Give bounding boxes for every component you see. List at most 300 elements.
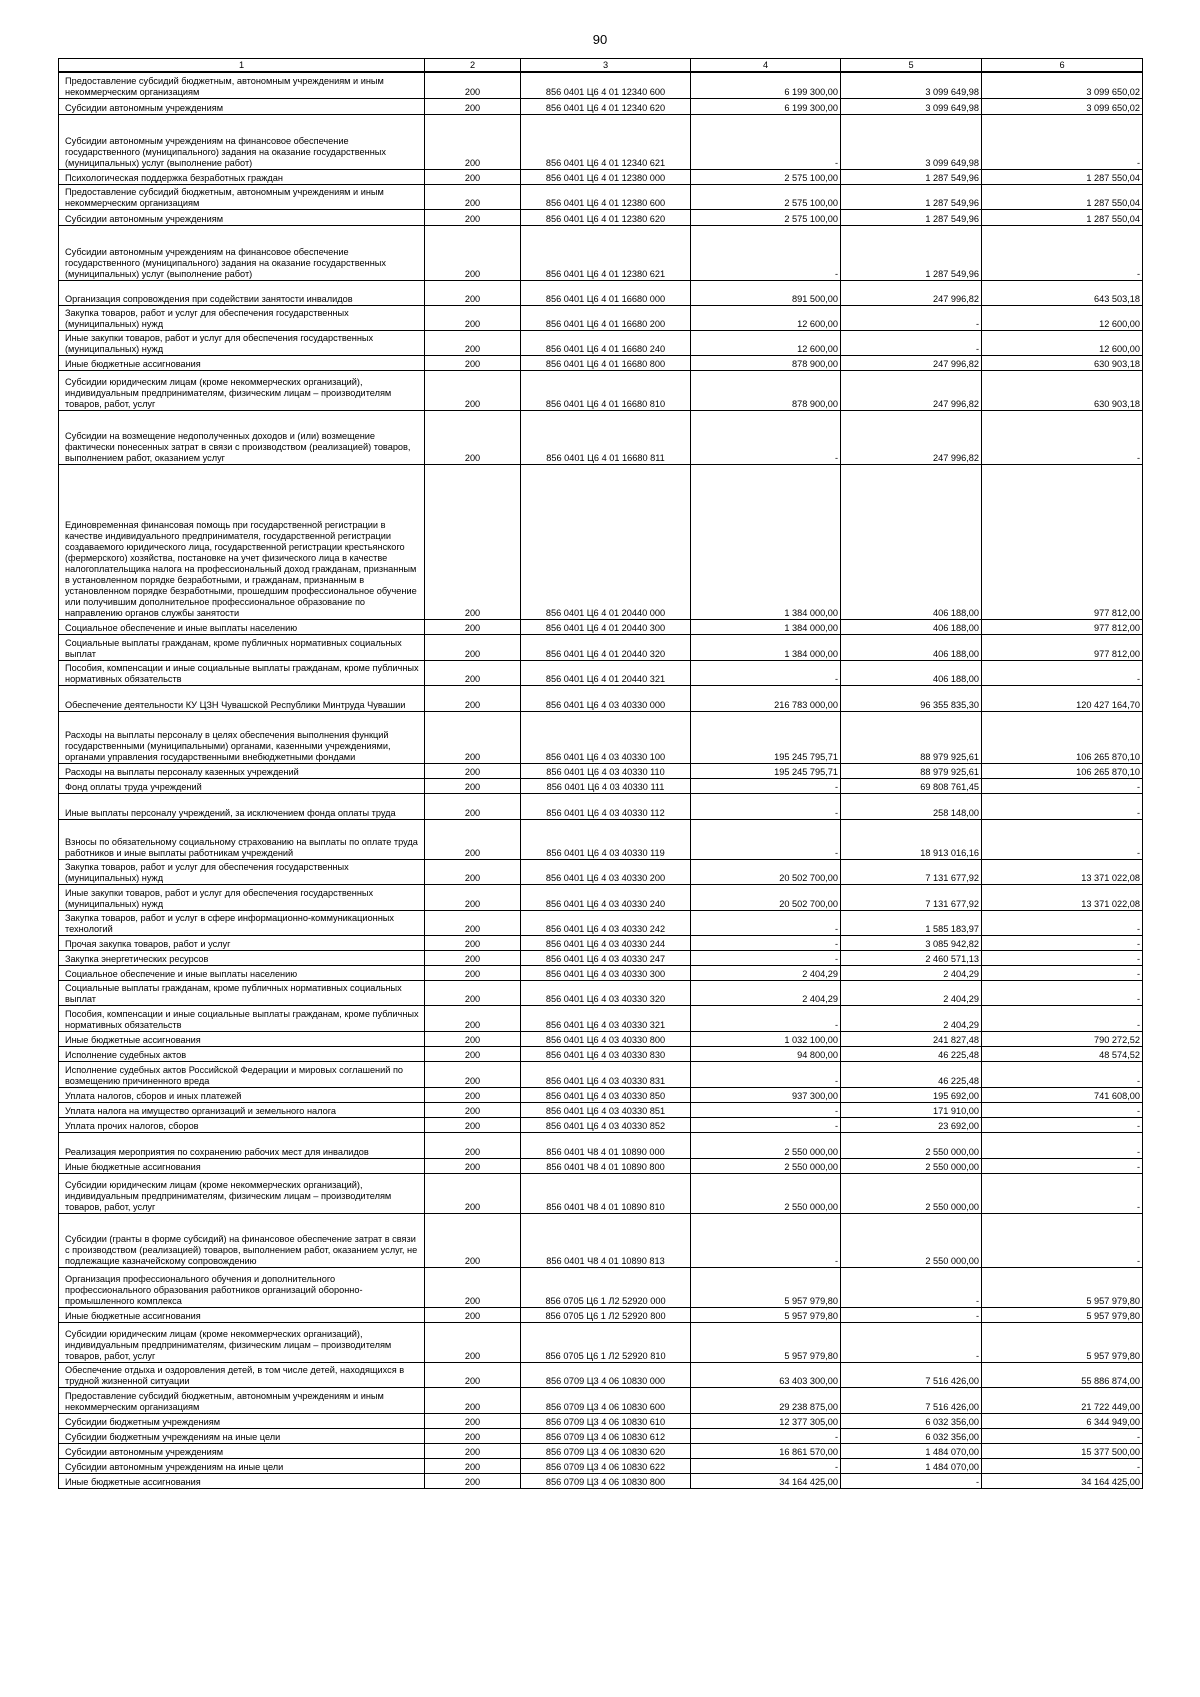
row-value5-cell: 406 188,00 bbox=[841, 660, 982, 685]
table-row bbox=[59, 1087, 1143, 1102]
table-row bbox=[59, 660, 1143, 685]
row-code-cell: 856 0401 Ц6 4 03 40330 852 bbox=[521, 1117, 691, 1132]
row-value6-cell: - bbox=[982, 819, 1143, 859]
row-value5-cell: 3 085 942,82 bbox=[841, 935, 982, 950]
row-value5-cell: 23 692,00 bbox=[841, 1117, 982, 1132]
row-value5-cell: 7 516 426,00 bbox=[841, 1362, 982, 1387]
row-value4-cell: 20 502 700,00 bbox=[691, 859, 841, 884]
row-value4-cell: 937 300,00 bbox=[691, 1087, 841, 1102]
row-column2-cell: 200 bbox=[425, 1031, 521, 1046]
row-code-cell: 856 0401 Ц6 4 03 40330 244 bbox=[521, 935, 691, 950]
row-value4-cell: - bbox=[691, 950, 841, 965]
column-header-2: 2 bbox=[425, 59, 521, 73]
row-value5-cell: 1 287 549,96 bbox=[841, 225, 982, 280]
row-name-cell: Закупка товаров, работ и услуг в сфере информационно-коммуникационных технологий bbox=[59, 910, 425, 935]
row-column2-cell: 200 bbox=[425, 1322, 521, 1362]
row-value6-cell: 21 722 449,00 bbox=[982, 1387, 1143, 1413]
row-code-cell: 856 0709 Ц3 4 06 10830 622 bbox=[521, 1458, 691, 1473]
row-value5-cell: 18 913 016,16 bbox=[841, 819, 982, 859]
row-value4-cell: - bbox=[691, 778, 841, 793]
row-value6-cell: 5 957 979,80 bbox=[982, 1322, 1143, 1362]
row-name-cell: Субсидии на возмещение недополученных доходов и (или) возмещение фактически понесенных затрат в связи с производством (реализацией) товаров, выполнением работ, оказанием услуг bbox=[59, 410, 425, 464]
row-value6-cell: - bbox=[982, 965, 1143, 980]
row-name-cell: Обеспечение отдыха и оздоровления детей, в том числе детей, находящихся в трудной жизненной ситуации bbox=[59, 1362, 425, 1387]
row-value4-cell: 12 600,00 bbox=[691, 330, 841, 355]
row-code-cell: 856 0401 Ц6 4 03 40330 851 bbox=[521, 1102, 691, 1117]
table-row bbox=[59, 884, 1143, 910]
row-value5-cell: 6 032 356,00 bbox=[841, 1413, 982, 1428]
row-column2-cell: 200 bbox=[425, 819, 521, 859]
row-value4-cell: 878 900,00 bbox=[691, 355, 841, 370]
row-name-cell: Организация сопровождения при содействии занятости инвалидов bbox=[59, 280, 425, 305]
row-column2-cell: 200 bbox=[425, 859, 521, 884]
row-column2-cell: 200 bbox=[425, 464, 521, 619]
row-value5-cell: 2 404,29 bbox=[841, 1005, 982, 1031]
row-column2-cell: 200 bbox=[425, 1005, 521, 1031]
row-value5-cell: 247 996,82 bbox=[841, 355, 982, 370]
row-value5-cell: 247 996,82 bbox=[841, 370, 982, 410]
table-row bbox=[59, 619, 1143, 634]
row-value4-cell: 216 783 000,00 bbox=[691, 685, 841, 711]
row-code-cell: 856 0401 Ц6 4 03 40330 100 bbox=[521, 711, 691, 763]
row-value4-cell: 5 957 979,80 bbox=[691, 1267, 841, 1307]
row-value5-cell: 69 808 761,45 bbox=[841, 778, 982, 793]
row-name-cell: Взносы по обязательному социальному страхованию на выплаты по оплате труда работников и иные выплаты работникам учреждений bbox=[59, 819, 425, 859]
row-name-cell: Прочая закупка товаров, работ и услуг bbox=[59, 935, 425, 950]
column-header-5: 5 bbox=[841, 59, 982, 73]
row-column2-cell: 200 bbox=[425, 280, 521, 305]
row-name-cell: Иные бюджетные ассигнования bbox=[59, 1473, 425, 1488]
row-value4-cell: 94 800,00 bbox=[691, 1046, 841, 1061]
row-value4-cell: 34 164 425,00 bbox=[691, 1473, 841, 1488]
row-name-cell: Субсидии автономным учреждениям bbox=[59, 98, 425, 114]
row-value6-cell: 48 574,52 bbox=[982, 1046, 1143, 1061]
row-value4-cell: 1 032 100,00 bbox=[691, 1031, 841, 1046]
row-column2-cell: 200 bbox=[425, 1458, 521, 1473]
row-value6-cell: - bbox=[982, 910, 1143, 935]
row-value4-cell: - bbox=[691, 793, 841, 819]
row-name-cell: Закупка товаров, работ и услуг для обеспечения государственных (муниципальных) нужд bbox=[59, 859, 425, 884]
table-row bbox=[59, 184, 1143, 209]
row-value5-cell: 241 827,48 bbox=[841, 1031, 982, 1046]
row-value5-cell: 406 188,00 bbox=[841, 464, 982, 619]
row-column2-cell: 200 bbox=[425, 884, 521, 910]
row-column2-cell: 200 bbox=[425, 1132, 521, 1158]
row-value6-cell: - bbox=[982, 410, 1143, 464]
row-value4-cell: 2 575 100,00 bbox=[691, 184, 841, 209]
row-name-cell: Реализация мероприятия по сохранению рабочих мест для инвалидов bbox=[59, 1132, 425, 1158]
table-row bbox=[59, 711, 1143, 763]
table-row bbox=[59, 1387, 1143, 1413]
row-value4-cell: 2 575 100,00 bbox=[691, 209, 841, 225]
row-value4-cell: - bbox=[691, 410, 841, 464]
row-value4-cell: 12 600,00 bbox=[691, 305, 841, 330]
row-value4-cell: 5 957 979,80 bbox=[691, 1307, 841, 1322]
table-row bbox=[59, 935, 1143, 950]
row-value6-cell: 15 377 500,00 bbox=[982, 1443, 1143, 1458]
row-column2-cell: 200 bbox=[425, 950, 521, 965]
row-column2-cell: 200 bbox=[425, 114, 521, 169]
row-value6-cell: - bbox=[982, 1173, 1143, 1213]
row-value5-cell: 3 099 649,98 bbox=[841, 114, 982, 169]
row-column2-cell: 200 bbox=[425, 980, 521, 1005]
row-name-cell: Субсидии автономным учреждениям bbox=[59, 209, 425, 225]
row-code-cell: 856 0401 Ц6 4 01 12380 621 bbox=[521, 225, 691, 280]
row-column2-cell: 200 bbox=[425, 935, 521, 950]
row-value4-cell: 12 377 305,00 bbox=[691, 1413, 841, 1428]
row-name-cell: Закупка товаров, работ и услуг для обеспечения государственных (муниципальных) нужд bbox=[59, 305, 425, 330]
table-header-row bbox=[59, 59, 1143, 73]
row-name-cell: Иные бюджетные ассигнования bbox=[59, 1307, 425, 1322]
row-code-cell: 856 0401 Ц6 4 01 12340 600 bbox=[521, 72, 691, 98]
row-name-cell: Расходы на выплаты персоналу в целях обеспечения выполнения функций государственными (муниципальными) органами, казенными учреждениями, органами управления государственными внебюджетными фондами bbox=[59, 711, 425, 763]
row-name-cell: Субсидии автономным учреждениям на финансовое обеспечение государственного (муниципального) задания на оказание государственных (муниципальных) услуг (выполнение работ) bbox=[59, 114, 425, 169]
row-name-cell: Субсидии (гранты в форме субсидий) на финансовое обеспечение затрат в связи с производством (реализацией) товаров, выполнением работ, оказанием услуг, не подлежащие казначейскому сопровождению bbox=[59, 1213, 425, 1267]
table-row bbox=[59, 1428, 1143, 1443]
table-row bbox=[59, 1443, 1143, 1458]
row-value4-cell: 16 861 570,00 bbox=[691, 1443, 841, 1458]
row-value5-cell: 406 188,00 bbox=[841, 619, 982, 634]
row-name-cell: Субсидии бюджетным учреждениям на иные цели bbox=[59, 1428, 425, 1443]
row-name-cell: Предоставление субсидий бюджетным, автономным учреждениям и иным некоммерческим организациям bbox=[59, 1387, 425, 1413]
row-name-cell: Уплата налога на имущество организаций и земельного налога bbox=[59, 1102, 425, 1117]
table-row bbox=[59, 778, 1143, 793]
row-value6-cell: - bbox=[982, 1213, 1143, 1267]
row-name-cell: Иные бюджетные ассигнования bbox=[59, 355, 425, 370]
row-name-cell: Субсидии автономным учреждениям bbox=[59, 1443, 425, 1458]
row-value4-cell: - bbox=[691, 819, 841, 859]
row-value6-cell: 120 427 164,70 bbox=[982, 685, 1143, 711]
column-header-3: 3 bbox=[521, 59, 691, 73]
row-value5-cell: 2 404,29 bbox=[841, 980, 982, 1005]
row-value6-cell: 6 344 949,00 bbox=[982, 1413, 1143, 1428]
row-code-cell: 856 0705 Ц6 1 Л2 52920 800 bbox=[521, 1307, 691, 1322]
table-row bbox=[59, 280, 1143, 305]
row-value6-cell: 5 957 979,80 bbox=[982, 1267, 1143, 1307]
row-code-cell: 856 0401 Ц6 4 01 16680 200 bbox=[521, 305, 691, 330]
row-value4-cell: - bbox=[691, 114, 841, 169]
table-row bbox=[59, 370, 1143, 410]
row-column2-cell: 200 bbox=[425, 305, 521, 330]
row-code-cell: 856 0401 Ц6 4 03 40330 830 bbox=[521, 1046, 691, 1061]
table-row bbox=[59, 965, 1143, 980]
row-value6-cell: - bbox=[982, 1458, 1143, 1473]
table-row bbox=[59, 763, 1143, 778]
row-value6-cell: 106 265 870,10 bbox=[982, 763, 1143, 778]
row-value4-cell: 2 550 000,00 bbox=[691, 1158, 841, 1173]
row-name-cell: Иные бюджетные ассигнования bbox=[59, 1031, 425, 1046]
table-row bbox=[59, 1307, 1143, 1322]
row-value4-cell: - bbox=[691, 1213, 841, 1267]
table-row bbox=[59, 72, 1143, 98]
table-row bbox=[59, 1031, 1143, 1046]
row-name-cell: Обеспечение деятельности КУ ЦЗН Чувашской Республики Минтруда Чувашии bbox=[59, 685, 425, 711]
row-code-cell: 856 0401 Ц6 4 03 40330 242 bbox=[521, 910, 691, 935]
row-column2-cell: 200 bbox=[425, 1046, 521, 1061]
table-row bbox=[59, 114, 1143, 169]
row-name-cell: Психологическая поддержка безработных граждан bbox=[59, 169, 425, 184]
row-column2-cell: 200 bbox=[425, 209, 521, 225]
table-row bbox=[59, 819, 1143, 859]
row-code-cell: 856 0401 Ц6 4 01 12380 000 bbox=[521, 169, 691, 184]
row-code-cell: 856 0709 Ц3 4 06 10830 600 bbox=[521, 1387, 691, 1413]
row-value5-cell: 1 484 070,00 bbox=[841, 1443, 982, 1458]
row-value6-cell: - bbox=[982, 980, 1143, 1005]
row-value6-cell: 12 600,00 bbox=[982, 305, 1143, 330]
row-name-cell: Фонд оплаты труда учреждений bbox=[59, 778, 425, 793]
row-column2-cell: 200 bbox=[425, 1307, 521, 1322]
row-code-cell: 856 0401 Ц6 4 01 16680 811 bbox=[521, 410, 691, 464]
table-row bbox=[59, 1267, 1143, 1307]
row-code-cell: 856 0401 Ц6 4 03 40330 247 bbox=[521, 950, 691, 965]
row-code-cell: 856 0401 Ц6 4 01 16680 800 bbox=[521, 355, 691, 370]
row-column2-cell: 200 bbox=[425, 1362, 521, 1387]
row-column2-cell: 200 bbox=[425, 184, 521, 209]
row-name-cell: Пособия, компенсации и иные социальные выплаты гражданам, кроме публичных нормативных обязательств bbox=[59, 1005, 425, 1031]
row-column2-cell: 200 bbox=[425, 1443, 521, 1458]
row-value5-cell: - bbox=[841, 1307, 982, 1322]
column-header-6: 6 bbox=[982, 59, 1143, 73]
row-value6-cell: - bbox=[982, 935, 1143, 950]
row-value5-cell: 195 692,00 bbox=[841, 1087, 982, 1102]
row-name-cell: Иные бюджетные ассигнования bbox=[59, 1158, 425, 1173]
row-value6-cell: - bbox=[982, 660, 1143, 685]
row-value4-cell: 5 957 979,80 bbox=[691, 1322, 841, 1362]
row-name-cell: Субсидии автономным учреждениям на иные цели bbox=[59, 1458, 425, 1473]
row-value5-cell: 3 099 649,98 bbox=[841, 98, 982, 114]
row-value6-cell: - bbox=[982, 1061, 1143, 1087]
row-value6-cell: 55 886 874,00 bbox=[982, 1362, 1143, 1387]
row-code-cell: 856 0401 Ц6 4 03 40330 240 bbox=[521, 884, 691, 910]
row-code-cell: 856 0709 Ц3 4 06 10830 000 bbox=[521, 1362, 691, 1387]
row-column2-cell: 200 bbox=[425, 1473, 521, 1488]
row-value5-cell: 7 516 426,00 bbox=[841, 1387, 982, 1413]
row-value5-cell: 1 287 549,96 bbox=[841, 169, 982, 184]
row-value4-cell: - bbox=[691, 1102, 841, 1117]
row-column2-cell: 200 bbox=[425, 1061, 521, 1087]
row-name-cell: Субсидии бюджетным учреждениям bbox=[59, 1413, 425, 1428]
row-code-cell: 856 0401 Ц6 4 01 12340 621 bbox=[521, 114, 691, 169]
table-row bbox=[59, 1362, 1143, 1387]
row-value4-cell: 2 404,29 bbox=[691, 965, 841, 980]
table-row bbox=[59, 910, 1143, 935]
table-row bbox=[59, 355, 1143, 370]
row-value5-cell: 88 979 925,61 bbox=[841, 711, 982, 763]
row-value4-cell: 6 199 300,00 bbox=[691, 98, 841, 114]
row-column2-cell: 200 bbox=[425, 225, 521, 280]
row-code-cell: 856 0401 Ц6 4 01 12380 620 bbox=[521, 209, 691, 225]
row-column2-cell: 200 bbox=[425, 793, 521, 819]
row-name-cell: Иные закупки товаров, работ и услуг для обеспечения государственных (муниципальных) нужд bbox=[59, 884, 425, 910]
row-value4-cell: - bbox=[691, 910, 841, 935]
row-value6-cell: 630 903,18 bbox=[982, 355, 1143, 370]
row-value4-cell: 2 550 000,00 bbox=[691, 1173, 841, 1213]
row-name-cell: Субсидии юридическим лицам (кроме некоммерческих организаций), индивидуальным предпринимателям, физическим лицам – производителям товаров, работ, услуг bbox=[59, 1322, 425, 1362]
row-code-cell: 856 0401 Ц6 4 01 20440 321 bbox=[521, 660, 691, 685]
row-column2-cell: 200 bbox=[425, 410, 521, 464]
row-code-cell: 856 0705 Ц6 1 Л2 52920 810 bbox=[521, 1322, 691, 1362]
row-column2-cell: 200 bbox=[425, 370, 521, 410]
row-value6-cell: - bbox=[982, 1428, 1143, 1443]
row-code-cell: 856 0401 Ц6 4 01 16680 000 bbox=[521, 280, 691, 305]
table-row bbox=[59, 1213, 1143, 1267]
row-name-cell: Иные выплаты персоналу учреждений, за исключением фонда оплаты труда bbox=[59, 793, 425, 819]
row-name-cell: Предоставление субсидий бюджетным, автономным учреждениям и иным некоммерческим организациям bbox=[59, 184, 425, 209]
row-value5-cell: 2 550 000,00 bbox=[841, 1173, 982, 1213]
row-value5-cell: - bbox=[841, 305, 982, 330]
table-row bbox=[59, 169, 1143, 184]
row-code-cell: 856 0401 Ц6 4 03 40330 320 bbox=[521, 980, 691, 1005]
row-code-cell: 856 0401 Ц6 4 03 40330 110 bbox=[521, 763, 691, 778]
row-name-cell: Социальное обеспечение и иные выплаты населению bbox=[59, 965, 425, 980]
row-value6-cell: - bbox=[982, 950, 1143, 965]
row-code-cell: 856 0401 Ц6 4 01 20440 320 bbox=[521, 634, 691, 660]
table-row bbox=[59, 980, 1143, 1005]
row-value4-cell: 1 384 000,00 bbox=[691, 634, 841, 660]
row-value5-cell: 46 225,48 bbox=[841, 1046, 982, 1061]
row-value4-cell: 1 384 000,00 bbox=[691, 464, 841, 619]
row-name-cell: Закупка энергетических ресурсов bbox=[59, 950, 425, 965]
table-row bbox=[59, 1117, 1143, 1132]
table-row bbox=[59, 1005, 1143, 1031]
row-code-cell: 856 0401 Ц6 4 03 40330 119 bbox=[521, 819, 691, 859]
row-value4-cell: 1 384 000,00 bbox=[691, 619, 841, 634]
row-value6-cell: 106 265 870,10 bbox=[982, 711, 1143, 763]
row-value6-cell: 741 608,00 bbox=[982, 1087, 1143, 1102]
row-column2-cell: 200 bbox=[425, 330, 521, 355]
table-row bbox=[59, 793, 1143, 819]
row-code-cell: 856 0401 Ц6 4 03 40330 321 bbox=[521, 1005, 691, 1031]
table-row bbox=[59, 305, 1143, 330]
row-value4-cell: 195 245 795,71 bbox=[691, 711, 841, 763]
row-value4-cell: 2 404,29 bbox=[691, 980, 841, 1005]
table-row bbox=[59, 98, 1143, 114]
row-code-cell: 856 0401 Ц6 4 03 40330 800 bbox=[521, 1031, 691, 1046]
row-value5-cell: 1 585 183,97 bbox=[841, 910, 982, 935]
row-value5-cell: - bbox=[841, 330, 982, 355]
row-code-cell: 856 0709 Ц3 4 06 10830 612 bbox=[521, 1428, 691, 1443]
table-row bbox=[59, 464, 1143, 619]
row-code-cell: 856 0705 Ц6 1 Л2 52920 000 bbox=[521, 1267, 691, 1307]
row-value4-cell: - bbox=[691, 1428, 841, 1443]
row-value5-cell: 3 099 649,98 bbox=[841, 72, 982, 98]
row-value6-cell: - bbox=[982, 1132, 1143, 1158]
row-name-cell: Предоставление субсидий бюджетным, автономным учреждениям и иным некоммерческим организациям bbox=[59, 72, 425, 98]
row-name-cell: Социальные выплаты гражданам, кроме публичных нормативных социальных выплат bbox=[59, 980, 425, 1005]
row-value6-cell: 34 164 425,00 bbox=[982, 1473, 1143, 1488]
row-value4-cell: - bbox=[691, 1458, 841, 1473]
row-column2-cell: 200 bbox=[425, 619, 521, 634]
row-name-cell: Социальные выплаты гражданам, кроме публичных нормативных социальных выплат bbox=[59, 634, 425, 660]
row-code-cell: 856 0401 Ц6 4 01 12380 600 bbox=[521, 184, 691, 209]
table-row bbox=[59, 1061, 1143, 1087]
row-value4-cell: 20 502 700,00 bbox=[691, 884, 841, 910]
row-value6-cell: 977 812,00 bbox=[982, 634, 1143, 660]
row-name-cell: Субсидии юридическим лицам (кроме некоммерческих организаций), индивидуальным предпринимателям, физическим лицам – производителям товаров, работ, услуг bbox=[59, 1173, 425, 1213]
column-header-1: 1 bbox=[59, 59, 425, 73]
row-column2-cell: 200 bbox=[425, 910, 521, 935]
row-column2-cell: 200 bbox=[425, 1117, 521, 1132]
row-value5-cell: 7 131 677,92 bbox=[841, 859, 982, 884]
row-code-cell: 856 0401 Ц6 4 01 16680 810 bbox=[521, 370, 691, 410]
budget-execution-table bbox=[58, 58, 1143, 1489]
row-code-cell: 856 0401 Ц6 4 01 16680 240 bbox=[521, 330, 691, 355]
table-row bbox=[59, 1458, 1143, 1473]
row-name-cell: Пособия, компенсации и иные социальные выплаты гражданам, кроме публичных нормативных обязательств bbox=[59, 660, 425, 685]
row-code-cell: 856 0401 Ц6 4 03 40330 112 bbox=[521, 793, 691, 819]
row-column2-cell: 200 bbox=[425, 660, 521, 685]
row-code-cell: 856 0401 Ц6 4 01 20440 300 bbox=[521, 619, 691, 634]
row-code-cell: 856 0401 Ч8 4 01 10890 810 bbox=[521, 1173, 691, 1213]
row-value5-cell: 1 287 549,96 bbox=[841, 209, 982, 225]
row-column2-cell: 200 bbox=[425, 1158, 521, 1173]
row-value5-cell: 2 550 000,00 bbox=[841, 1132, 982, 1158]
row-code-cell: 856 0709 Ц3 4 06 10830 620 bbox=[521, 1443, 691, 1458]
row-value5-cell: 46 225,48 bbox=[841, 1061, 982, 1087]
row-code-cell: 856 0401 Ц6 4 01 12340 620 bbox=[521, 98, 691, 114]
row-value6-cell: 1 287 550,04 bbox=[982, 169, 1143, 184]
row-code-cell: 856 0401 Ч8 4 01 10890 813 bbox=[521, 1213, 691, 1267]
table-row bbox=[59, 1173, 1143, 1213]
row-column2-cell: 200 bbox=[425, 1087, 521, 1102]
row-name-cell: Исполнение судебных актов bbox=[59, 1046, 425, 1061]
row-value4-cell: - bbox=[691, 1005, 841, 1031]
row-code-cell: 856 0401 Ц6 4 03 40330 831 bbox=[521, 1061, 691, 1087]
column-header-4: 4 bbox=[691, 59, 841, 73]
row-column2-cell: 200 bbox=[425, 1267, 521, 1307]
table-row bbox=[59, 1102, 1143, 1117]
row-value4-cell: - bbox=[691, 1117, 841, 1132]
row-value6-cell: 977 812,00 bbox=[982, 464, 1143, 619]
row-value6-cell: 1 287 550,04 bbox=[982, 184, 1143, 209]
row-value5-cell: 406 188,00 bbox=[841, 634, 982, 660]
row-value5-cell: 96 355 835,30 bbox=[841, 685, 982, 711]
table-row bbox=[59, 1322, 1143, 1362]
row-name-cell: Расходы на выплаты персоналу казенных учреждений bbox=[59, 763, 425, 778]
row-value6-cell: 3 099 650,02 bbox=[982, 72, 1143, 98]
row-name-cell: Исполнение судебных актов Российской Федерации и мировых соглашений по возмещению причиненного вреда bbox=[59, 1061, 425, 1087]
table-row bbox=[59, 1413, 1143, 1428]
row-value5-cell: 247 996,82 bbox=[841, 280, 982, 305]
row-column2-cell: 200 bbox=[425, 965, 521, 980]
row-value6-cell: - bbox=[982, 1005, 1143, 1031]
row-value6-cell: - bbox=[982, 1102, 1143, 1117]
row-column2-cell: 200 bbox=[425, 634, 521, 660]
row-value5-cell: 88 979 925,61 bbox=[841, 763, 982, 778]
row-value5-cell: 7 131 677,92 bbox=[841, 884, 982, 910]
row-code-cell: 856 0401 Ч8 4 01 10890 000 bbox=[521, 1132, 691, 1158]
row-code-cell: 856 0709 Ц3 4 06 10830 610 bbox=[521, 1413, 691, 1428]
row-value5-cell: 258 148,00 bbox=[841, 793, 982, 819]
row-column2-cell: 200 bbox=[425, 1413, 521, 1428]
row-value4-cell: - bbox=[691, 935, 841, 950]
row-code-cell: 856 0401 Ц6 4 01 20440 000 bbox=[521, 464, 691, 619]
row-value6-cell: 1 287 550,04 bbox=[982, 209, 1143, 225]
row-value6-cell: 977 812,00 bbox=[982, 619, 1143, 634]
table-row bbox=[59, 634, 1143, 660]
row-value4-cell: 2 575 100,00 bbox=[691, 169, 841, 184]
row-value4-cell: - bbox=[691, 1061, 841, 1087]
row-column2-cell: 200 bbox=[425, 72, 521, 98]
row-value5-cell: - bbox=[841, 1322, 982, 1362]
row-value4-cell: 63 403 300,00 bbox=[691, 1362, 841, 1387]
table-row bbox=[59, 1473, 1143, 1488]
row-value4-cell: - bbox=[691, 660, 841, 685]
row-name-cell: Единовременная финансовая помощь при государственной регистрации в качестве индивидуального предпринимателя, государственной регистрации создаваемого юридического лица, государственной регистрации крестьянского (фермерского) хозяйства, постановке на учет физического лица в качестве налогоплательщика налога на профессиональный доход гражданам, признанным в установленном порядке безработными, и гражданам, признанным в установленном порядке безработными, прошедшим профессиональное обучение или получившим дополнительное профессиональное образование по направлению органов службы занятости bbox=[59, 464, 425, 619]
row-value5-cell: 2 404,29 bbox=[841, 965, 982, 980]
row-value6-cell: 630 903,18 bbox=[982, 370, 1143, 410]
table-row bbox=[59, 1158, 1143, 1173]
